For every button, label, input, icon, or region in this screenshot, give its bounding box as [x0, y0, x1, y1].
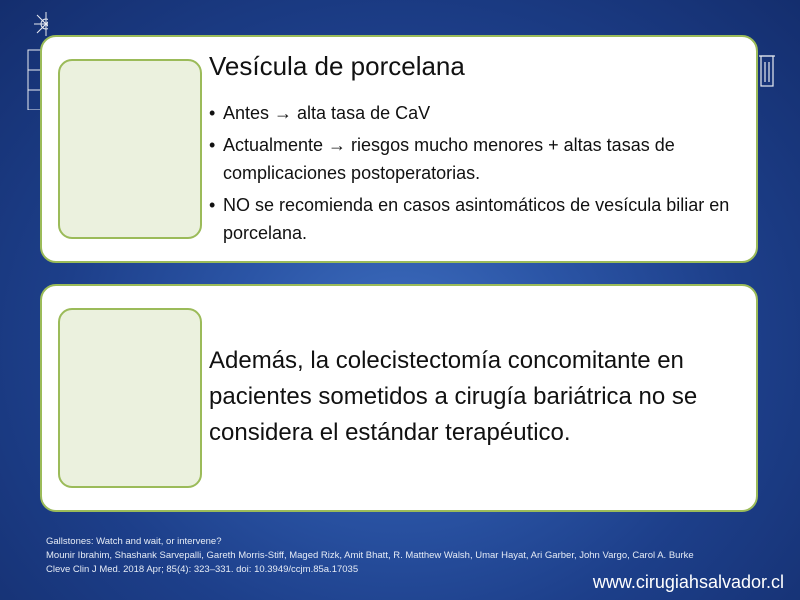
- citation-journal: Cleve Clin J Med. 2018 Apr; 85(4): 323–331. doi: 10.3949/ccjm.85a.17035: [46, 564, 359, 575]
- bullet-item: • NO se recomienda en casos asintomáticos de vesícula biliar en porcelana.: [209, 191, 739, 247]
- content-card-bariatric-surgery: [40, 284, 758, 512]
- bullet-item: • Actualmente → riesgos mucho menores + altas tasas de complicaciones postoperatorias.: [209, 131, 739, 187]
- placeholder-image-box: [58, 308, 202, 488]
- placeholder-image-box: [58, 59, 202, 239]
- content-card-porcelain-gallbladder: [40, 35, 758, 263]
- website-url: www.cirugiahsalvador.cl: [592, 572, 784, 592]
- reference-citation: [46, 535, 746, 577]
- card-statement: Además, la colecistectomía concomitante en pacientes sometidos a cirugía bariátrica no se considera el estándar terapéutico.: [209, 347, 698, 446]
- citation-title: Gallstones: Watch and wait, or intervene?: [46, 536, 222, 547]
- bullet-list: [209, 99, 739, 251]
- bullet-item: • Antes → alta tasa de CaV: [209, 99, 739, 127]
- card-title: Vesícula de porcelana: [209, 51, 465, 81]
- university-logo-right: [758, 50, 776, 90]
- citation-authors: Mounir Ibrahim, Shashank Sarvepalli, Gareth Morris-Stiff, Maged Rizk, Amit Bhatt, R. Matthew Walsh, Umar Hayat, Ari Garber, John Vargo, Carol A. Burke: [46, 550, 694, 561]
